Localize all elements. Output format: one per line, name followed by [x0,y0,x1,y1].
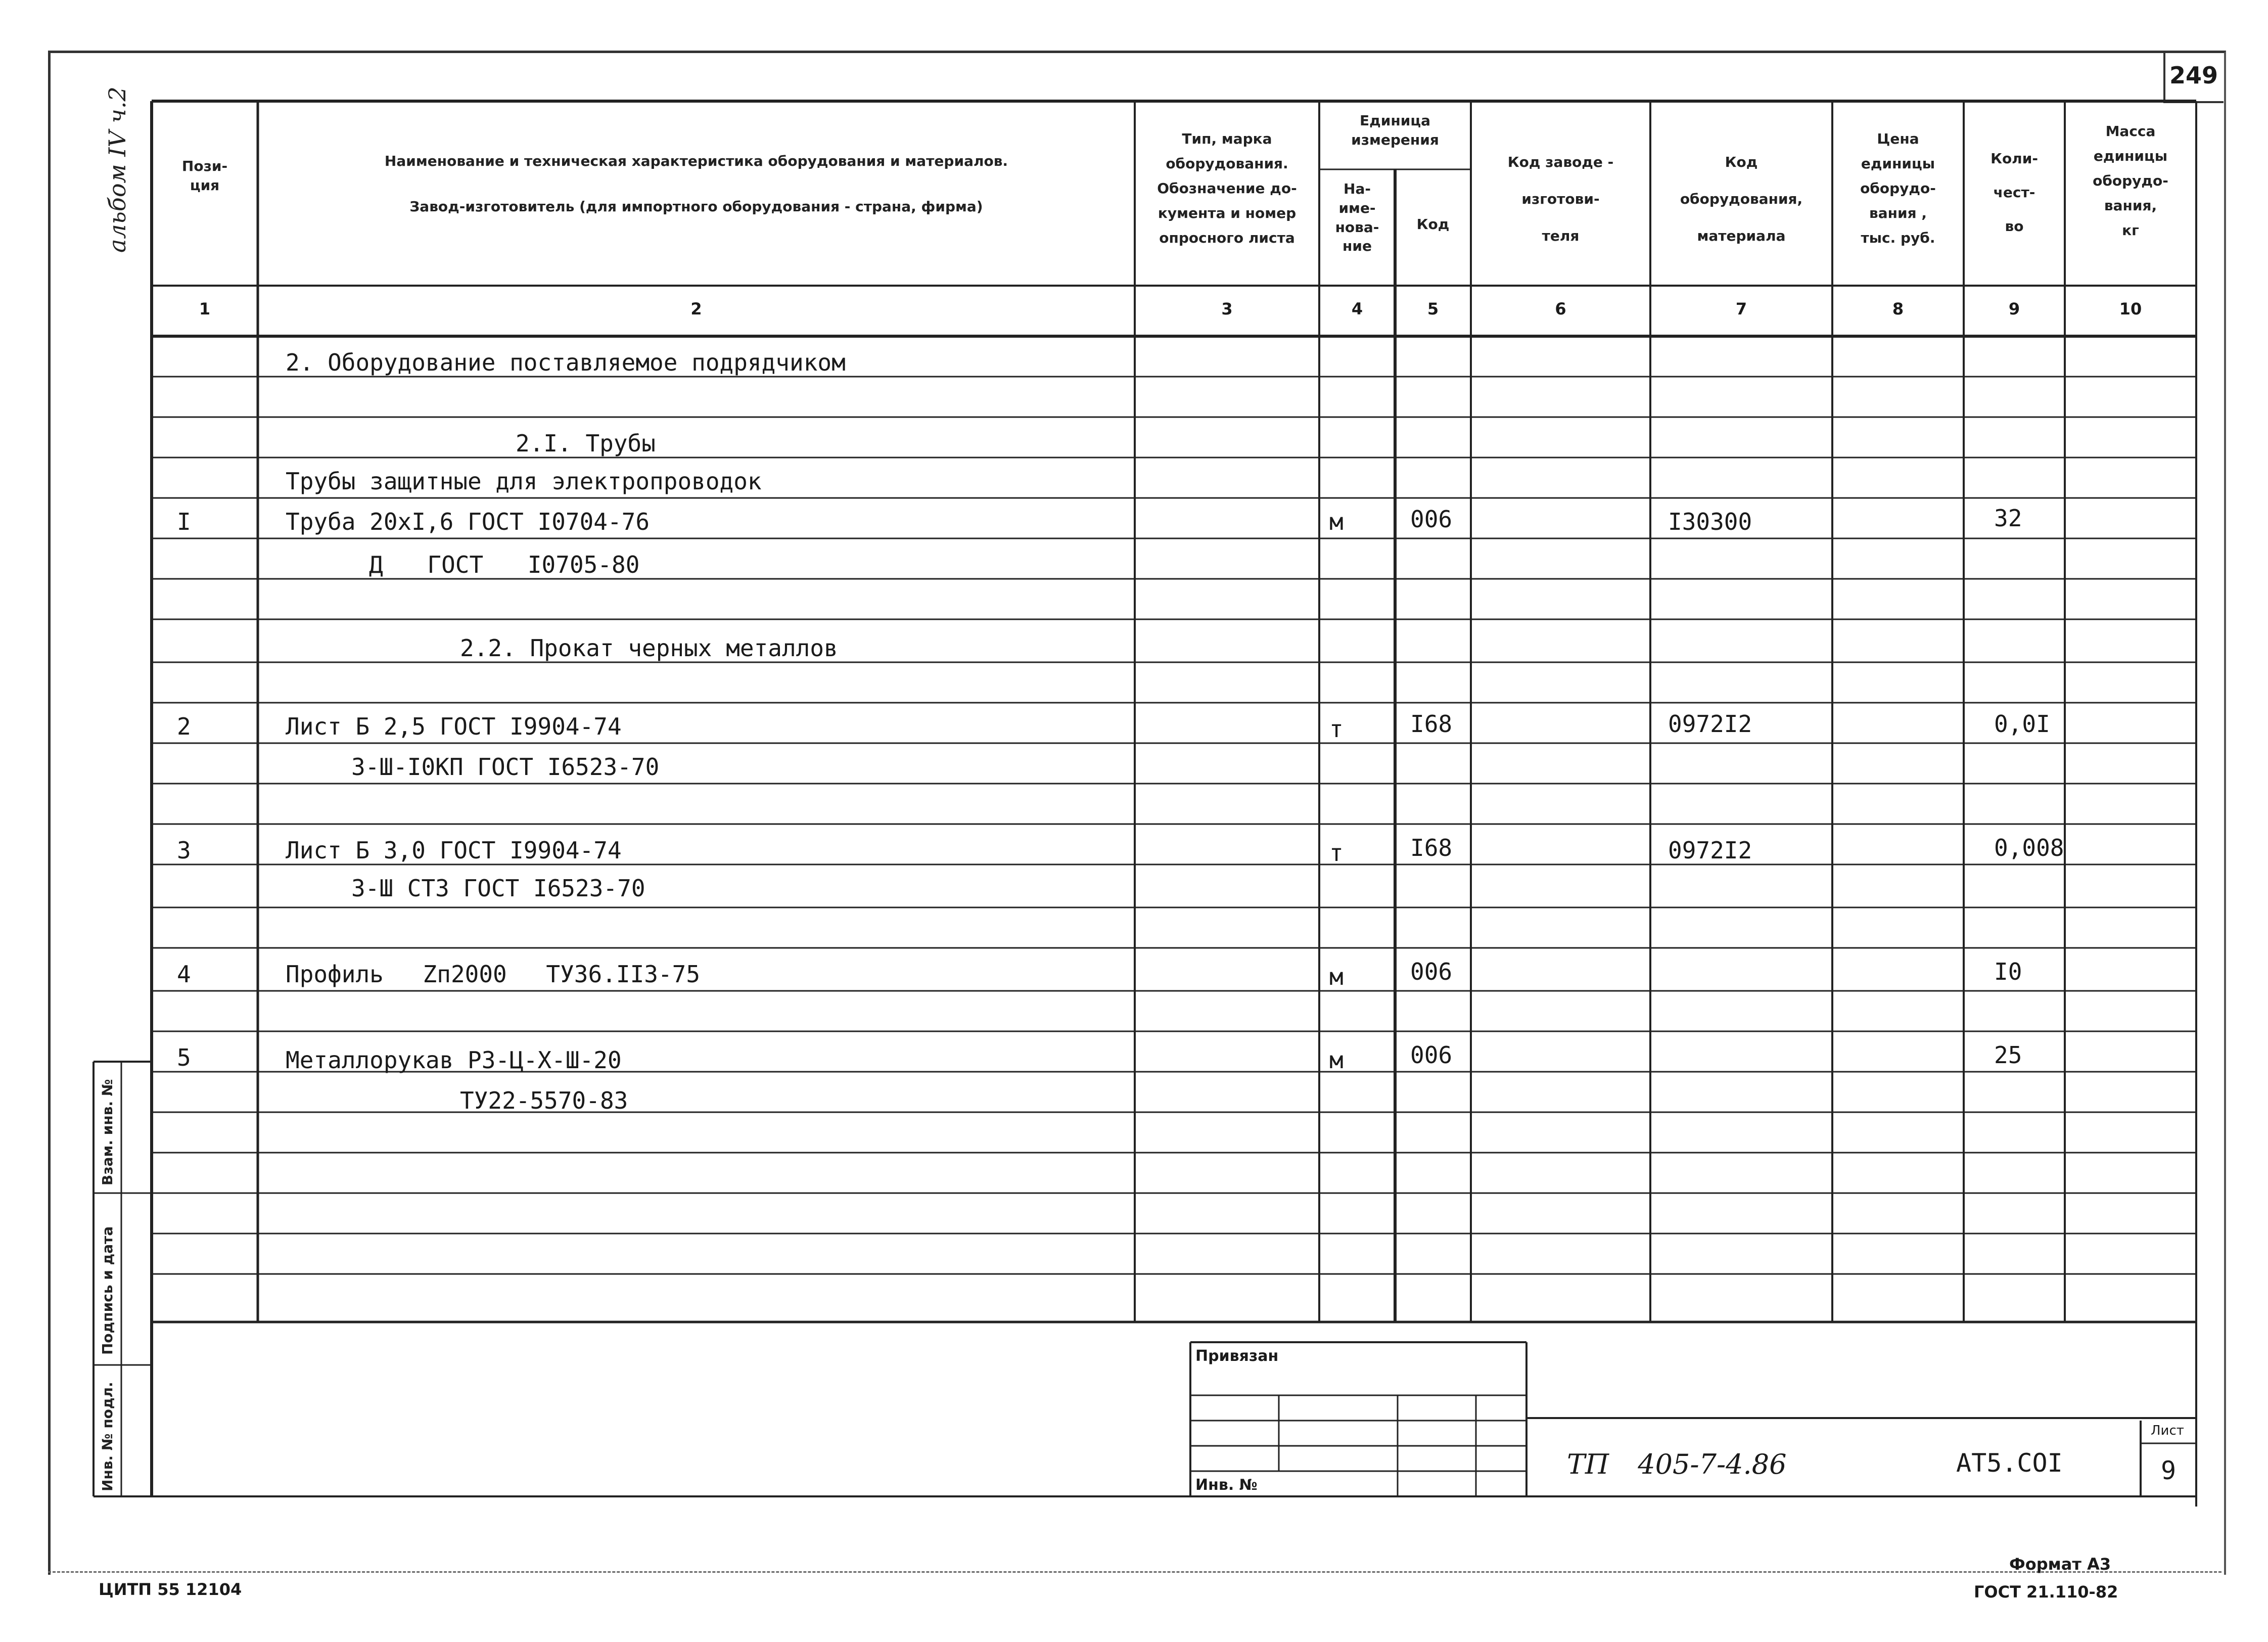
row-name: ТУ22-5570-83 [460,1087,628,1114]
header-equipment-code: Код оборудования, материала [1680,154,1803,244]
row-name: Профиль Zп2000 ТУ36.II3-75 [286,961,701,988]
row-position: 5 [177,1044,191,1071]
row-name: Лист Б 2,5 ГОСТ I9904-74 [286,713,622,740]
sheet-number-top: 249 [2169,62,2218,89]
header-quantity: Коли- чест- во [1991,150,2038,235]
col-number-8: 8 [1892,299,1904,318]
row-quantity: 0,008 [1994,834,2064,861]
side-stamp-replace-inv: Взам. инв. № [99,1079,116,1185]
row-unit-code: 006 [1410,506,1453,533]
header-unit-price: Цена единицы оборудо- вания , тыс. руб. [1860,130,1936,246]
row-name: Д ГОСТ I0705-80 [369,551,640,578]
col-number-7: 7 [1735,299,1747,318]
row-unit: м [1329,508,1344,535]
col-number-2: 2 [690,299,702,318]
col-number-10: 10 [2119,299,2142,318]
row-unit-code: I68 [1410,710,1453,738]
row-quantity: 0,0I [1994,710,2050,738]
row-name: 2.2. Прокат черных металлов [460,634,838,662]
row-equipment-code: I30300 [1668,508,1752,535]
footer-format: Формат А3 [2009,1555,2111,1574]
header-name-line2: Завод-изготовитель (для импортного оборудования - страна, фирма) [409,198,983,215]
row-quantity: 25 [1994,1041,2022,1069]
row-name: 3-Ш-I0КП ГОСТ I6523-70 [351,753,660,781]
row-equipment-code: 0972I2 [1668,710,1752,738]
row-equipment-code: 0972I2 [1668,837,1752,864]
row-name: 3-Ш СТ3 ГОСТ I6523-70 [351,875,645,902]
sheet-label: Лист [2151,1423,2184,1438]
row-unit-code: 006 [1410,1041,1453,1069]
row-name: Трубы защитные для электропроводок [286,468,762,495]
col-number-5: 5 [1427,299,1439,318]
header-manufacturer-code: Код заводе - изготови- теля [1507,154,1614,244]
row-quantity: 32 [1994,505,2022,532]
row-name: Металлорукав Р3-Ц-Х-Ш-20 [286,1046,622,1074]
row-unit: т [1329,715,1344,743]
row-unit: м [1329,963,1344,990]
sheet-value: 9 [2161,1456,2177,1485]
row-unit-code: I68 [1410,834,1453,861]
header-unit-name: На- име- нова- ние [1335,180,1379,255]
footer-gost: ГОСТ 21.110-82 [1974,1582,2118,1602]
row-unit: т [1329,839,1344,866]
row-position: 2 [177,713,191,740]
row-unit-code: 006 [1410,958,1453,985]
row-unit: м [1329,1046,1344,1074]
header-position: Пози- ция [181,158,228,194]
header-unit-code: Код [1416,216,1450,233]
row-position: 3 [177,837,191,864]
row-name: 2.I. Трубы [516,430,656,457]
header-name-line1: Наименование и техническая характеристика оборудования и материалов. [384,153,1008,169]
col-number-4: 4 [1351,299,1363,318]
document-mark: АТ5.COI [1956,1448,2063,1478]
stamp-inv-label: Инв. № [1195,1476,1258,1494]
album-note: альбом IV ч.2 [104,86,131,253]
footer-org-code: ЦИТП 55 12104 [99,1580,242,1599]
header-unit-group: Единица измерения [1351,112,1439,148]
col-number-9: 9 [2008,299,2020,318]
stamp-privyazan-label: Привязан [1195,1347,1279,1365]
row-quantity: I0 [1994,958,2022,985]
header-type-mark: Тип, марка оборудования. Обозначение до- кумента и номер опросного листа [1157,130,1297,246]
row-position: 4 [177,961,191,988]
col-number-3: 3 [1221,299,1233,318]
row-name: 2. Оборудование поставляемое подрядчиком [286,349,846,376]
document-code: ТП 405-7-4.86 [1567,1448,1787,1480]
col-number-1: 1 [199,299,211,318]
col-number-6: 6 [1555,299,1566,318]
row-position: I [177,508,191,535]
side-stamp-signature-date: Подпись и дата [99,1226,116,1355]
header-unit-mass: Масса единицы оборудо- вания, кг [2093,123,2168,239]
side-stamp-original-inv: Инв. № подл. [99,1382,116,1491]
row-name: Труба 20хI,6 ГОСТ I0704-76 [286,508,650,535]
row-name: Лист Б 3,0 ГОСТ I9904-74 [286,837,622,864]
